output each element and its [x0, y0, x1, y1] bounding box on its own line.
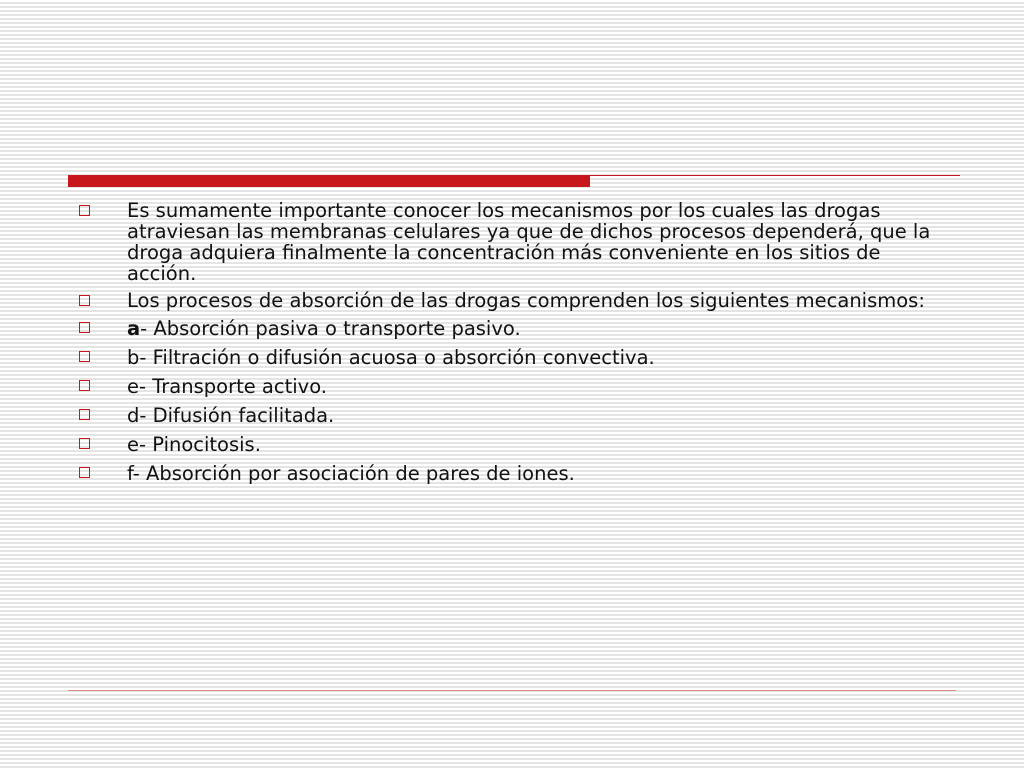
list-item-text: d- Difusión facilitada. [127, 404, 335, 427]
hollow-square-icon [79, 380, 90, 391]
list-item-text: f- Absorción por asociación de pares de iones. [127, 462, 575, 485]
list-item [76, 317, 956, 340]
list-item [76, 290, 956, 311]
list-item [76, 375, 956, 398]
list-item-text: Es sumamente importante conocer los mecanismos por los cuales las drogas atraviesan las membranas celulares ya que de dichos procesos dependerá, que la droga adquiera finalmente la concentración más conveniente en los sitios de acción. [127, 199, 931, 285]
hollow-square-icon [79, 467, 90, 478]
hollow-square-icon [79, 322, 90, 333]
footer-rule [68, 690, 956, 691]
list-item [76, 200, 956, 284]
list-item [76, 462, 956, 485]
list-item-text: - Absorción pasiva o transporte pasivo. [140, 317, 521, 340]
list-item [76, 346, 956, 369]
list-item-prefix: a [127, 317, 141, 340]
list-item-text: e- Transporte activo. [127, 375, 327, 398]
title-underline-rule [590, 175, 960, 176]
list-item-text: b- Filtración o difusión acuosa o absorción convectiva. [127, 346, 655, 369]
hollow-square-icon [79, 438, 90, 449]
hollow-square-icon [79, 205, 90, 216]
list-item [76, 404, 956, 427]
list-item-text: Los procesos de absorción de las drogas comprenden los siguientes mecanismos: [127, 289, 925, 312]
list-item [76, 433, 956, 456]
hollow-square-icon [79, 409, 90, 420]
hollow-square-icon [79, 295, 90, 306]
bullet-list [76, 200, 956, 491]
list-item-text: e- Pinocitosis. [127, 433, 261, 456]
hollow-square-icon [79, 351, 90, 362]
title-underline-bar [68, 175, 590, 187]
